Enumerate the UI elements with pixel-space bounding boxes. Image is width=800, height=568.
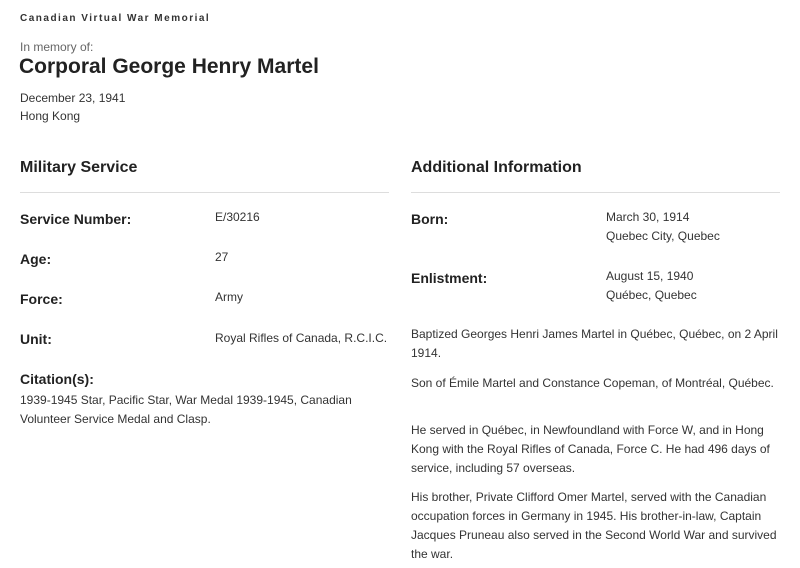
force-label: Force: <box>20 291 63 307</box>
service-number-value: E/30216 <box>215 210 260 224</box>
additional-info-heading: Additional Information <box>411 159 582 176</box>
citations-label: Citation(s): <box>20 371 94 387</box>
biography-paragraph-family: His brother, Private Clifford Omer Martel, served with the Canadian occupation forces in Germany in 1945. His brother-in-law, Captain Jacques Pruneau also served in the Second World War and survived the war. <box>411 490 777 561</box>
force-value: Army <box>215 290 243 304</box>
additional-info-divider <box>411 192 780 193</box>
unit-label: Unit: <box>20 331 52 347</box>
military-service-heading: Military Service <box>20 159 138 176</box>
death-date: December 23, 1941 <box>20 91 126 105</box>
citations-value: 1939-1945 Star, Pacific Star, War Medal 1939-1945, Canadian Volunteer Service Medal and Clasp. <box>20 393 352 426</box>
enlistment-label: Enlistment: <box>411 270 488 286</box>
born-place: Quebec City, Quebec <box>606 229 720 243</box>
age-value: 27 <box>215 250 229 264</box>
enlistment-date: August 15, 1940 <box>606 269 694 283</box>
biography-paragraph-baptism: Baptized Georges Henri James Martel in Québec, Québec, on 2 April 1914. <box>411 327 778 360</box>
biography-paragraph-parents: Son of Émile Martel and Constance Copeman, of Montréal, Québec. <box>411 376 774 390</box>
age-label: Age: <box>20 251 52 267</box>
death-place: Hong Kong <box>20 109 81 123</box>
page-title: Corporal George Henry Martel <box>19 55 319 78</box>
born-date: March 30, 1914 <box>606 210 690 224</box>
biography-paragraph-service: He served in Québec, in Newfoundland with Force W, and in Hong Kong with the Royal Rifles of Canada, Force C. He had 496 days of service, including 57 overseas. <box>411 423 770 475</box>
enlistment-place: Québec, Quebec <box>606 288 697 302</box>
born-label: Born: <box>411 211 449 227</box>
service-number-label: Service Number: <box>20 211 132 227</box>
site-title: Canadian Virtual War Memorial <box>20 13 211 24</box>
memory-label: In memory of: <box>20 40 94 54</box>
military-service-divider <box>20 192 389 193</box>
unit-value: Royal Rifles of Canada, R.C.I.C. <box>215 331 388 345</box>
